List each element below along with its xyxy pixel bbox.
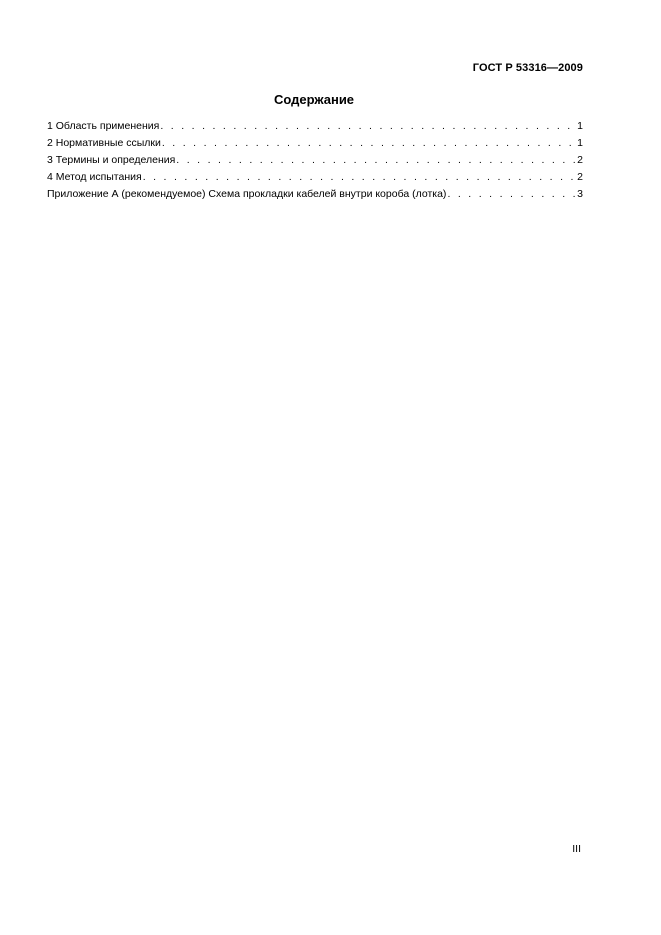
table-of-contents [47,118,583,203]
toc-entry-appendix-a[interactable] [47,186,583,203]
toc-dot-leader [446,186,576,203]
toc-entry-label: 2 Нормативные ссылки [47,137,161,149]
toc-title: Содержание [273,92,355,107]
toc-entry-page: 2 [577,154,583,166]
toc-entry-scope[interactable] [47,118,583,135]
toc-entry-page: 1 [577,120,583,132]
toc-entry-terms-definitions[interactable] [47,152,583,169]
page-number: III [572,843,581,855]
toc-dot-leader [175,152,576,169]
toc-entry-label: 1 Область применения [47,120,160,132]
toc-entry-label: 4 Метод испытания [47,171,142,183]
toc-dot-leader [161,135,576,152]
toc-entry-label: 3 Термины и определения [47,154,176,166]
toc-entry-test-method[interactable] [47,169,583,186]
toc-entry-page: 1 [577,137,583,149]
toc-entry-page: 3 [577,188,583,200]
toc-entry-page: 2 [577,171,583,183]
toc-dot-leader [142,169,576,186]
toc-dot-leader [159,118,576,135]
toc-entry-label: Приложение А (рекомендуемое) Схема прокладки кабелей внутри короба (лотка) [47,188,447,200]
document-code: ГОСТ Р 53316—2009 [472,62,583,74]
toc-entry-normative-references[interactable] [47,135,583,152]
